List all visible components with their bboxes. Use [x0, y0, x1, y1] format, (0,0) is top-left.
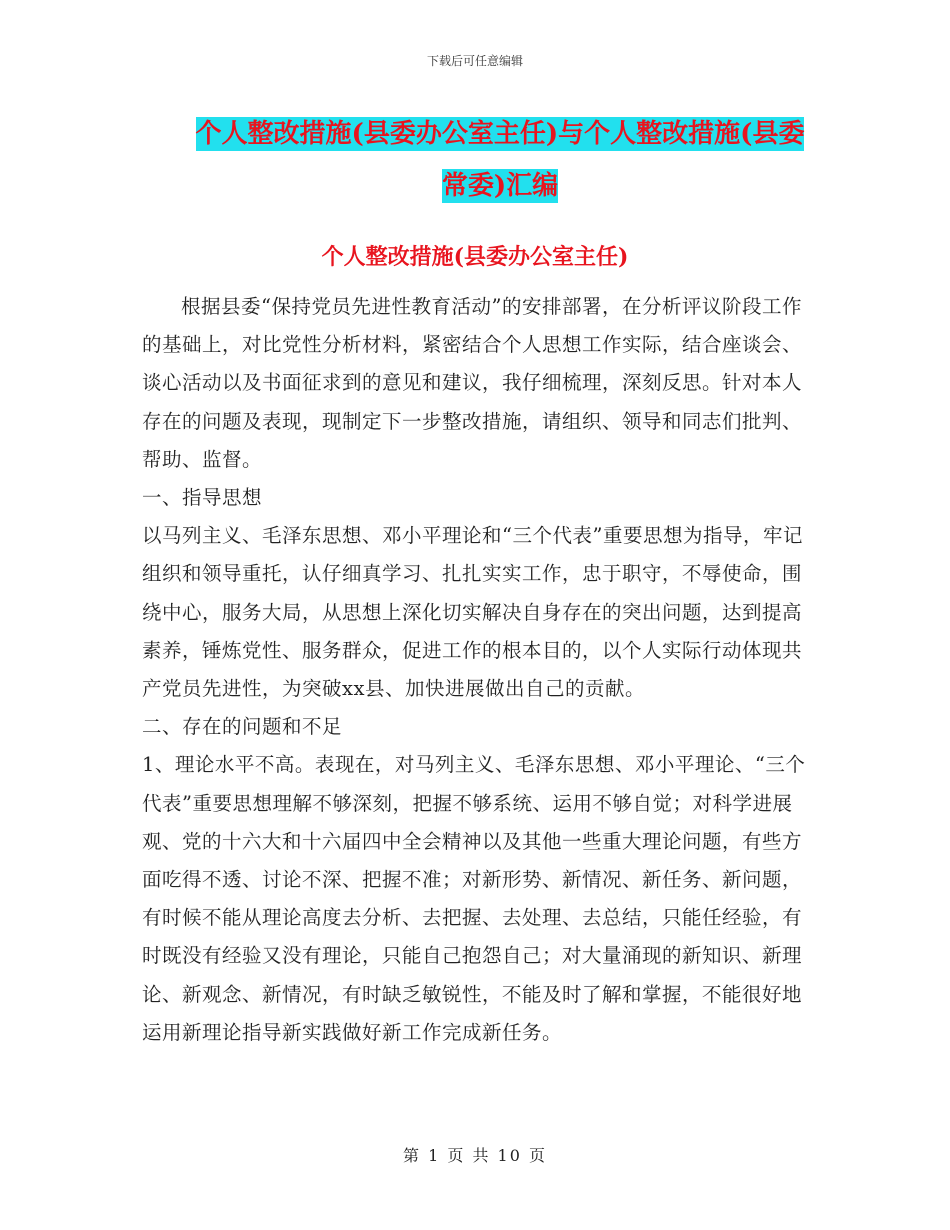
heading-guiding-thought: 一、指导思想 — [142, 486, 263, 510]
page-header-note: 下载后可任意编辑 — [426, 54, 523, 68]
document-title — [130, 108, 870, 212]
document-title-line2: 常委)汇编 — [441, 171, 559, 201]
intro-paragraph: 根据县委“保持党员先进性教育活动”的安排部署，在分析评议阶段工作的基础上，对比党性分析材料，紧密结合个人思想工作实际，结合座谈会、谈心活动以及书面征求到的意见和建议，我仔细梳理，深刻反思。针对本人存在的问题及表现，现制定下一步整改措施，请组织、领导和同志们批判、帮助、监督。 — [142, 295, 803, 471]
page-footer: 第 1 页 共 10 页 — [403, 1146, 547, 1165]
problem-1-paragraph: 1、理论水平不高。表现在，对马列主义、毛泽东思想、邓小平理论、“三个代表”重要思想理解不够深刻，把握不够系统、运用不够自觉；对科学进展观、党的十六大和十六届四中全会精神以及其他一些重大理论问题，有些方面吃得不透、讨论不深、把握不准；对新形势、新情况、新任务、新问题，有时候不能从理论高度去分析、去把握、去处理、去总结，只能任经验，有时既没有经验又没有理论，只能自己抱怨自己；对大量涌现的新知识、新理论、新观念、新情况，有时缺乏敏锐性，不能及时了解和掌握，不能很好地运用新理论指导新实践做好新工作完成新任务。 — [142, 753, 806, 1044]
document-body — [142, 288, 810, 1052]
section-title: 个人整改措施(县委办公室主任) — [321, 244, 629, 270]
heading-problems: 二、存在的问题和不足 — [142, 715, 343, 739]
guiding-thought-paragraph: 以马列主义、毛泽东思想、邓小平理论和“三个代表”重要思想为指导，牢记组织和领导重托，认仔细真学习、扎扎实实工作，忠于职守，不辱使命，围绕中心，服务大局，从思想上深化切实解决自身存在的突出问题，达到提高素养，锤炼党性、服务群众，促进工作的根本目的，以个人实际行动体现共产党员先进性，为突破xx县、加快进展做出自己的贡献。 — [142, 524, 803, 701]
document-title-line1: 个人整改措施(县委办公室主任)与个人整改措施(县委 — [195, 119, 805, 149]
